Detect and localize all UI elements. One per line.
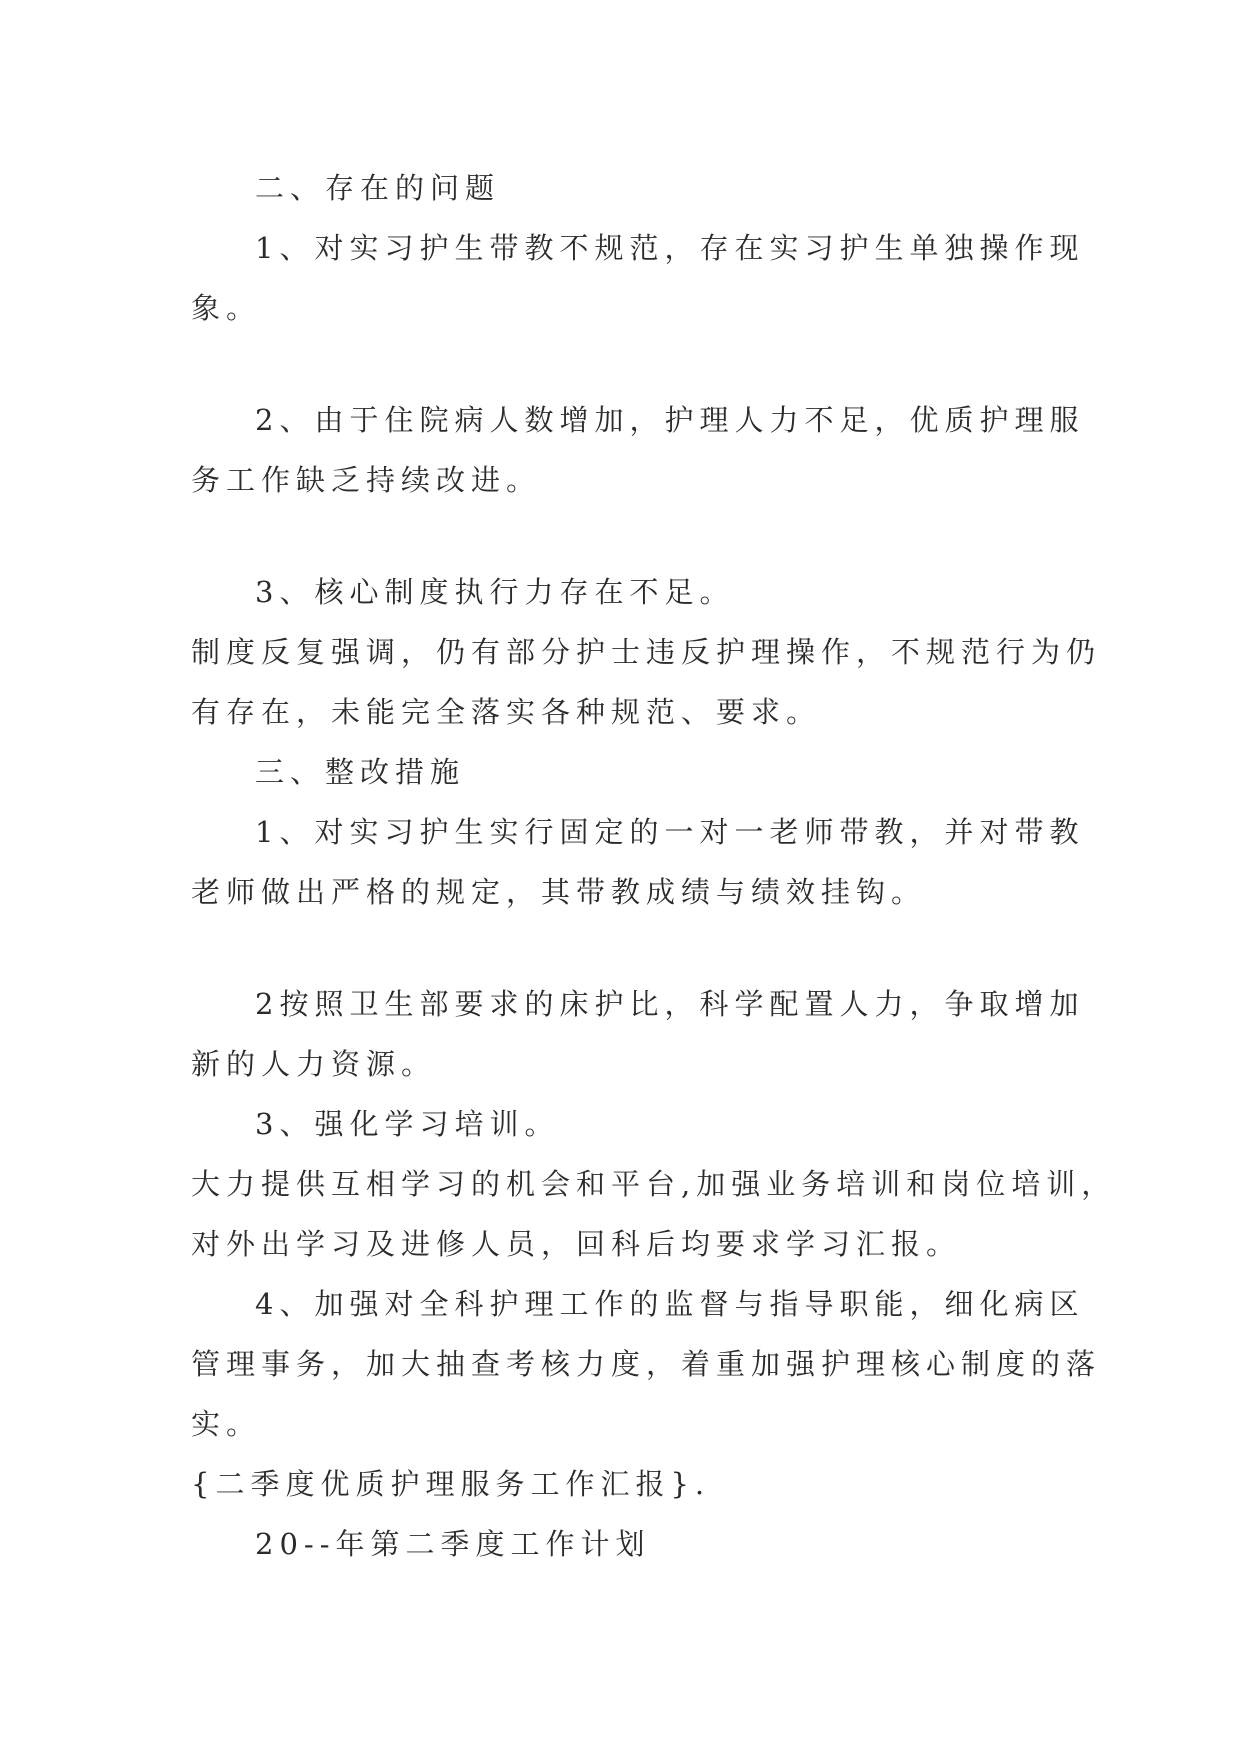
report-title-reference: {二季度优质护理服务工作汇报}.	[191, 1467, 711, 1501]
document-body	[191, 158, 1117, 1574]
paragraph-line: 1、对实习护生带教不规范，存在实习护生单独操作现	[255, 231, 1085, 265]
work-plan-heading: 20--年第二季度工作计划	[255, 1527, 651, 1561]
paragraph-line: 4、加强对全科护理工作的监督与指导职能，细化病区	[255, 1287, 1085, 1321]
paragraph-line: 制度反复强调，仍有部分护士违反护理操作，不规范行为仍	[191, 635, 1102, 669]
paragraph-gap	[191, 922, 1051, 974]
paragraph-line: 大力提供互相学习的机会和平台,加强业务培训和岗位培训，	[191, 1167, 1117, 1201]
paragraph-gap	[191, 338, 1051, 390]
paragraph-line: 3、强化学习培训。	[255, 1107, 560, 1141]
paragraph-line: 管理事务，加大抽查考核力度，着重加强护理核心制度的落	[191, 1347, 1102, 1381]
section-heading-problems: 二、存在的问题	[255, 171, 501, 205]
paragraph-line: 象。	[191, 291, 262, 325]
paragraph-line: 2、由于住院病人数增加，护理人力不足，优质护理服	[255, 403, 1085, 437]
paragraph-line: 老师做出严格的规定，其带教成绩与绩效挂钩。	[191, 875, 927, 909]
paragraph-line: 2按照卫生部要求的床护比，科学配置人力，争取增加	[255, 987, 1085, 1021]
section-heading-measures: 三、整改措施	[255, 755, 466, 789]
paragraph-line: 有存在，未能完全落实各种规范、要求。	[191, 695, 822, 729]
paragraph-line: 3、核心制度执行力存在不足。	[255, 575, 735, 609]
paragraph-line: 实。	[191, 1407, 262, 1441]
paragraph-gap	[191, 510, 1051, 562]
paragraph-line: 1、对实习护生实行固定的一对一老师带教，并对带教	[255, 815, 1085, 849]
paragraph-line: 对外出学习及进修人员，回科后均要求学习汇报。	[191, 1227, 962, 1261]
paragraph-line: 务工作缺乏持续改进。	[191, 463, 542, 497]
paragraph-line: 新的人力资源。	[191, 1047, 437, 1081]
